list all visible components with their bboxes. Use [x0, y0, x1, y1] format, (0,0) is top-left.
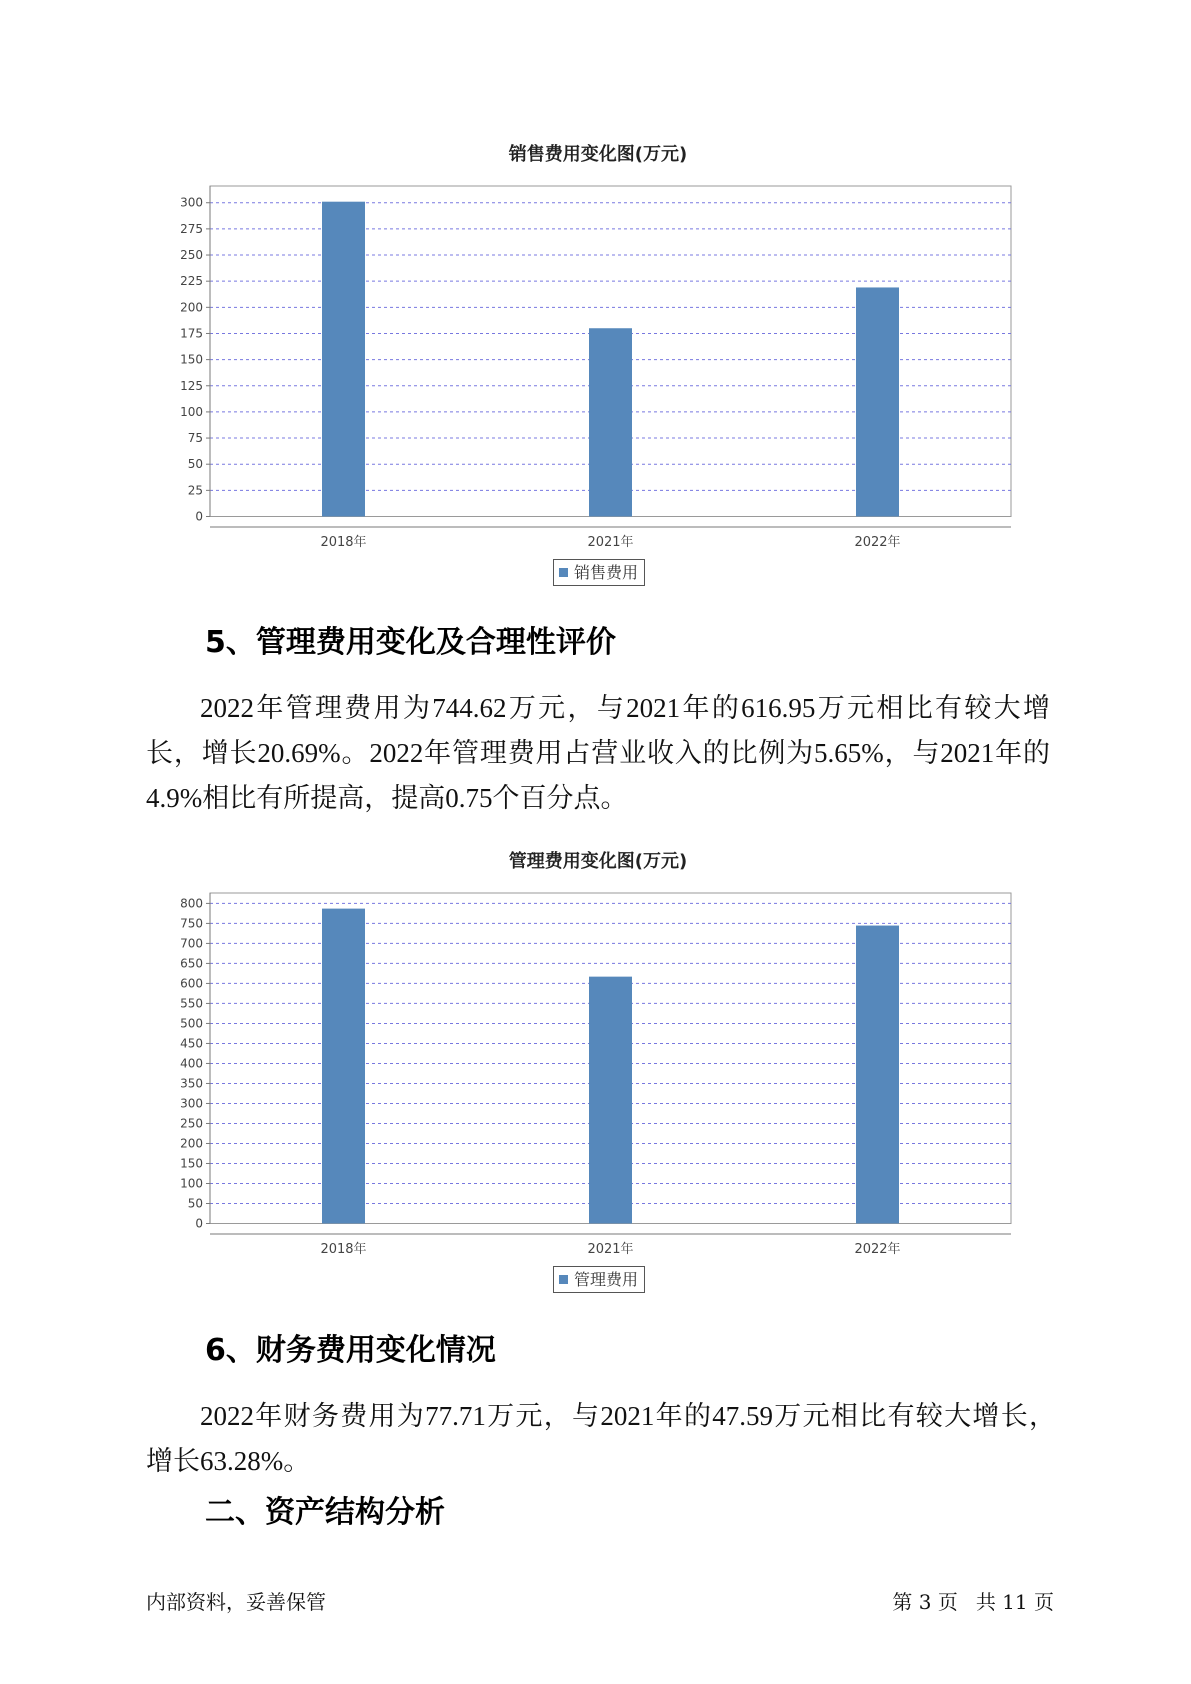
y-tick-label: 50	[187, 457, 203, 472]
y-tick-label: 275	[180, 221, 203, 236]
y-tick-label: 50	[187, 1196, 203, 1211]
y-tick-label: 300	[180, 195, 203, 210]
y-tick-label: 350	[180, 1076, 203, 1091]
legend-swatch	[559, 568, 568, 577]
footer-note: 内部资料，妥善保管	[146, 1590, 326, 1614]
page-total: 共 11 页	[975, 1590, 1054, 1614]
paragraph-line: 2022年管理费用为744.62万元，与2021年的616.95万元相比有较大增	[200, 693, 1050, 723]
x-category-label: 2021年	[587, 1242, 634, 1257]
section-heading: 二、资产结构分析	[205, 1495, 445, 1530]
chart-legend	[553, 1266, 645, 1293]
y-tick-label: 225	[180, 274, 203, 289]
bar	[322, 909, 365, 1224]
paragraph-line: 2022年财务费用为77.71万元，与2021年的47.59万元相比有较大增长，	[200, 1401, 1056, 1431]
y-tick-label: 450	[180, 1036, 203, 1051]
page-number	[892, 1590, 1054, 1614]
paragraph-line: 4.9%相比有所提高，提高0.75个百分点。	[146, 783, 628, 813]
paragraph-line: 长，增长20.69%。2022年管理费用占营业收入的比例为5.65%，与2021年的	[146, 738, 1050, 768]
y-tick-label: 700	[180, 936, 203, 951]
x-category-label: 2018年	[320, 535, 367, 550]
y-tick-label: 250	[180, 1116, 203, 1131]
chart-title: 销售费用变化图(万元)	[508, 144, 688, 165]
x-category-label: 2022年	[854, 1242, 901, 1257]
y-tick-label: 300	[180, 1096, 203, 1111]
y-tick-label: 25	[187, 483, 203, 498]
sales-expense-chart	[150, 135, 1030, 595]
y-tick-label: 0	[195, 509, 203, 524]
chart-title: 管理费用变化图(万元)	[508, 851, 688, 872]
y-tick-label: 200	[180, 1136, 203, 1151]
section-heading: 5、管理费用变化及合理性评价	[205, 625, 616, 660]
y-tick-label: 650	[180, 956, 203, 971]
bar	[589, 977, 632, 1224]
y-tick-label: 75	[187, 431, 203, 446]
y-tick-label: 500	[180, 1016, 203, 1031]
bar	[856, 926, 899, 1224]
page-current: 第 3 页	[892, 1590, 958, 1614]
y-tick-label: 0	[195, 1216, 203, 1231]
x-category-label: 2018年	[320, 1242, 367, 1257]
legend-label: 销售费用	[573, 563, 639, 582]
y-tick-label: 100	[180, 404, 203, 419]
y-tick-label: 200	[180, 300, 203, 315]
paragraph-line: 增长63.28%。	[146, 1446, 311, 1476]
section-heading: 6、财务费用变化情况	[205, 1333, 496, 1368]
y-tick-label: 150	[180, 352, 203, 367]
y-tick-label: 550	[180, 996, 203, 1011]
x-category-label: 2021年	[587, 535, 634, 550]
admin-expense-chart	[150, 842, 1030, 1302]
y-tick-label: 125	[180, 378, 203, 393]
bar	[856, 287, 899, 516]
y-tick-label: 150	[180, 1156, 203, 1171]
legend-swatch	[559, 1275, 568, 1284]
chart-legend	[553, 559, 645, 586]
chart-plot	[150, 842, 1030, 1302]
bar	[589, 328, 632, 516]
legend-label: 管理费用	[573, 1270, 639, 1289]
y-tick-label: 100	[180, 1176, 203, 1191]
y-tick-label: 175	[180, 326, 203, 341]
bar	[322, 202, 365, 517]
y-tick-label: 800	[180, 896, 203, 911]
y-tick-label: 400	[180, 1056, 203, 1071]
y-tick-label: 750	[180, 916, 203, 931]
y-tick-label: 600	[180, 976, 203, 991]
x-category-label: 2022年	[854, 535, 901, 550]
y-tick-label: 250	[180, 248, 203, 263]
chart-plot	[150, 135, 1030, 595]
